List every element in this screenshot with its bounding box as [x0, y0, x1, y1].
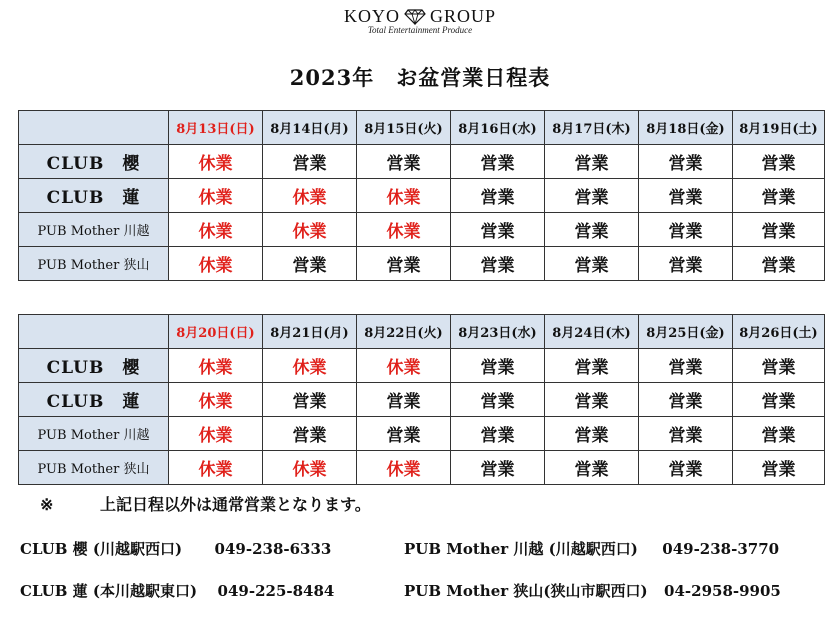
contact-name: PUB Mother 川越 (川越駅西口) [404, 540, 638, 558]
contact-name: PUB Mother 狭山(狭山市駅西口) [404, 582, 648, 600]
date-header-row [19, 315, 825, 349]
venue-name: PUB Mother 川越 [19, 417, 169, 451]
header-corner [19, 315, 169, 349]
status-cell: 休業 [357, 179, 451, 213]
status-cell: 営業 [639, 417, 733, 451]
venue-name: CLUB 蓮 [19, 179, 169, 213]
status-cell: 営業 [733, 349, 825, 383]
venue-name: CLUB 櫻 [19, 349, 169, 383]
status-cell: 営業 [733, 417, 825, 451]
date-header: 8月13日(日) [169, 111, 263, 145]
schedule-note [40, 492, 371, 515]
note-text: 上記日程以外は通常営業となります。 [100, 495, 371, 514]
date-header: 8月25日(金) [639, 315, 733, 349]
status-cell: 営業 [451, 145, 545, 179]
logo-text-left: KOYO [343, 6, 400, 26]
status-cell: 休業 [357, 451, 451, 485]
date-header: 8月20日(日) [169, 315, 263, 349]
table-row [19, 417, 825, 451]
status-cell: 休業 [169, 247, 263, 281]
contact-phone: 049-225-8484 [217, 582, 335, 600]
status-cell: 営業 [639, 145, 733, 179]
status-cell: 休業 [357, 349, 451, 383]
venue-name: PUB Mother 狭山 [19, 247, 169, 281]
status-cell: 営業 [451, 179, 545, 213]
status-cell: 営業 [545, 213, 639, 247]
venue-name: PUB Mother 川越 [19, 213, 169, 247]
status-cell: 営業 [733, 213, 825, 247]
table-row [19, 145, 825, 179]
status-cell: 休業 [169, 213, 263, 247]
status-cell: 営業 [263, 417, 357, 451]
date-header: 8月26日(土) [733, 315, 825, 349]
status-cell: 休業 [169, 349, 263, 383]
date-header: 8月19日(土) [733, 111, 825, 145]
contact-name: CLUB 櫻 (川越駅西口) [20, 540, 183, 558]
status-cell: 営業 [545, 417, 639, 451]
logo-tagline: Total Entertainment Produce [367, 25, 473, 35]
status-cell: 営業 [451, 213, 545, 247]
status-cell: 営業 [357, 417, 451, 451]
status-cell: 営業 [733, 451, 825, 485]
status-cell: 営業 [733, 247, 825, 281]
status-cell: 営業 [639, 213, 733, 247]
logo-text-right: GROUP [429, 6, 496, 26]
brand-logo [0, 6, 840, 35]
status-cell: 営業 [451, 383, 545, 417]
date-header: 8月18日(金) [639, 111, 733, 145]
diamond-icon [404, 9, 426, 25]
status-cell: 休業 [169, 145, 263, 179]
contact-phone: 049-238-3770 [662, 540, 780, 558]
status-cell: 休業 [169, 179, 263, 213]
table-row [19, 247, 825, 281]
status-cell: 休業 [357, 213, 451, 247]
status-cell: 営業 [451, 417, 545, 451]
status-cell: 営業 [357, 383, 451, 417]
status-cell: 休業 [263, 179, 357, 213]
date-header: 8月16日(水) [451, 111, 545, 145]
status-cell: 営業 [639, 451, 733, 485]
venue-name: CLUB 蓮 [19, 383, 169, 417]
date-header: 8月24日(木) [545, 315, 639, 349]
table-row [19, 349, 825, 383]
status-cell: 営業 [639, 247, 733, 281]
status-cell: 営業 [545, 179, 639, 213]
note-mark: ※ [40, 495, 54, 514]
status-cell: 営業 [545, 247, 639, 281]
date-header-row [19, 111, 825, 145]
status-cell: 休業 [263, 213, 357, 247]
status-cell: 営業 [451, 247, 545, 281]
page-title: 2023年 お盆営業日程表 [289, 65, 551, 90]
contact-club-ren [20, 580, 334, 601]
table-row [19, 213, 825, 247]
header-corner [19, 111, 169, 145]
date-header: 8月21日(月) [263, 315, 357, 349]
status-cell: 営業 [357, 247, 451, 281]
contact-pub-sayama [404, 580, 781, 601]
status-cell: 営業 [733, 179, 825, 213]
status-cell: 営業 [545, 451, 639, 485]
status-cell: 営業 [733, 383, 825, 417]
contact-phone: 04-2958-9905 [664, 582, 781, 600]
status-cell: 休業 [263, 349, 357, 383]
date-header: 8月23日(水) [451, 315, 545, 349]
date-header: 8月17日(木) [545, 111, 639, 145]
table-row [19, 451, 825, 485]
venue-name: PUB Mother 狭山 [19, 451, 169, 485]
status-cell: 営業 [545, 349, 639, 383]
contact-club-sakura [20, 538, 331, 559]
status-cell: 営業 [639, 349, 733, 383]
status-cell: 休業 [169, 417, 263, 451]
contact-phone: 049-238-6333 [214, 540, 332, 558]
status-cell: 休業 [169, 451, 263, 485]
status-cell: 営業 [639, 179, 733, 213]
status-cell: 営業 [451, 451, 545, 485]
status-cell: 営業 [451, 349, 545, 383]
status-cell: 休業 [169, 383, 263, 417]
date-header: 8月15日(火) [357, 111, 451, 145]
status-cell: 営業 [263, 383, 357, 417]
table-row [19, 383, 825, 417]
date-header: 8月22日(火) [357, 315, 451, 349]
contact-name: CLUB 蓮 (本川越駅東口) [20, 582, 198, 600]
status-cell: 営業 [357, 145, 451, 179]
contact-pub-kawagoe [404, 538, 779, 559]
schedule-table-week-2 [18, 314, 825, 485]
status-cell: 営業 [545, 145, 639, 179]
status-cell: 営業 [733, 145, 825, 179]
status-cell: 営業 [545, 383, 639, 417]
status-cell: 営業 [263, 145, 357, 179]
venue-name: CLUB 櫻 [19, 145, 169, 179]
status-cell: 営業 [263, 247, 357, 281]
table-row [19, 179, 825, 213]
status-cell: 休業 [263, 451, 357, 485]
status-cell: 営業 [639, 383, 733, 417]
schedule-table-week-1 [18, 110, 825, 281]
date-header: 8月14日(月) [263, 111, 357, 145]
